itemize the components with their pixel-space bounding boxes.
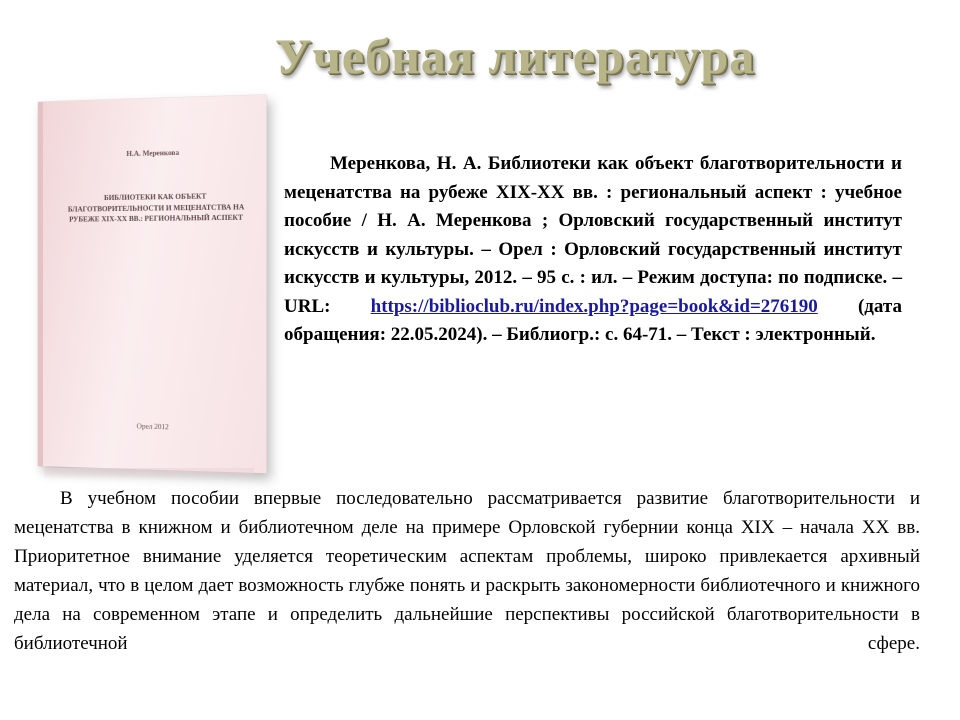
- citation-url-link[interactable]: https://biblioclub.ru/index.php?page=book&id=276190: [370, 295, 818, 317]
- book-cover-image: [38, 102, 258, 470]
- book-cover-author: Н.А. Меренкова: [126, 148, 180, 159]
- book-cover: [38, 95, 267, 474]
- book-description: В учебном пособии впервые последовательно рассматривается развитие благотворительности и меценатства в книжном и библиотечном деле на примере Орловской губернии конца XIX – начала XX вв. Приоритетное внимание уделяется теоретическим аспектам проблемы, широко привлекается архивный материал, что в целом дает возможность глубже понять и раскрыть закономерности библиотечного и книжного дела на современном этапе и определить дальнейшие перспективы российской благотворительности в библиотечной сфере.: [14, 488, 920, 654]
- citation-text: Меренкова, Н. А. Библиотеки как объект благотворительности и меценатства на рубеже XIX-XX вв. : региональный аспект : учебное пособие / Н. А. Меренкова ; Орловский государственный институт искусств и культуры. – Орел : Орловский государственный институт искусств и культуры, 2012. – 95 с. : ил. – Режим доступа: по подписке. – URL:: [284, 153, 902, 317]
- book-cover-title: БИБЛИОТЕКИ КАК ОБЪЕКТ БЛАГОТВОРИТЕЛЬНОСТИ И МЕЦЕНАТСТВА НА РУБЕЖЕ XIX-XX ВВ.: РЕГИОНАЛЬНЫЙ АСПЕКТ: [67, 192, 245, 224]
- bibliographic-citation: [284, 150, 902, 350]
- book-reflection: [44, 468, 254, 480]
- slide-title: Учебная литература: [274, 28, 756, 84]
- book-cover-city-year: Орел 2012: [136, 422, 169, 432]
- citation-text-end: (дата обращения: 22.05.2024). – Библиогр.: с. 64-71. – Текст : электронный.: [284, 295, 902, 345]
